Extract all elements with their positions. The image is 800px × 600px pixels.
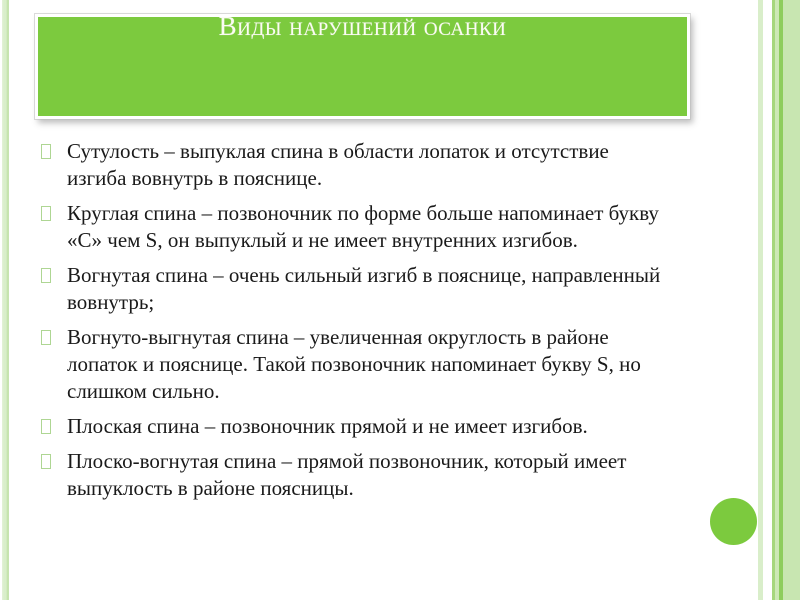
list-item	[40, 448, 672, 502]
list-item-text: Вогнуто-выгнутая спина – увеличенная округлость в районе лопаток и пояснице. Такой позвоночник напоминает букву S, но слишком сильно.	[67, 325, 641, 403]
square-bullet-icon	[41, 268, 51, 283]
bullet-list	[40, 138, 672, 510]
square-bullet-icon	[41, 419, 51, 434]
square-bullet-icon	[41, 206, 51, 221]
square-bullet-icon	[41, 144, 51, 159]
list-item-text: Плоско-вогнутая спина – прямой позвоночник, который имеет выпуклость в районе поясницы.	[67, 449, 627, 500]
square-bullet-icon	[41, 330, 51, 345]
list-item	[40, 413, 672, 440]
list-item-text: Вогнутая спина – очень сильный изгиб в пояснице, направленный вовнутрь;	[67, 263, 661, 314]
right-edge-stripe-band	[757, 0, 800, 600]
list-item-text: Сутулость – выпуклая спина в области лопаток и отсутствие изгиба вовнутрь в пояснице.	[67, 139, 609, 190]
list-item	[40, 200, 672, 254]
list-item	[40, 324, 672, 405]
title-box	[35, 11, 690, 119]
list-item	[40, 262, 672, 316]
list-item	[40, 138, 672, 192]
left-edge-stripe	[2, 0, 9, 600]
list-item-text: Плоская спина – позвоночник прямой и не имеет изгибов.	[67, 414, 588, 438]
slide-title: Виды нарушений осанки	[218, 11, 507, 41]
accent-circle	[710, 498, 757, 545]
square-bullet-icon	[41, 454, 51, 469]
list-item-text: Круглая спина – позвоночник по форме больше напоминает букву «С» чем S, он выпуклый и не имеет внутренних изгибов.	[67, 201, 659, 252]
